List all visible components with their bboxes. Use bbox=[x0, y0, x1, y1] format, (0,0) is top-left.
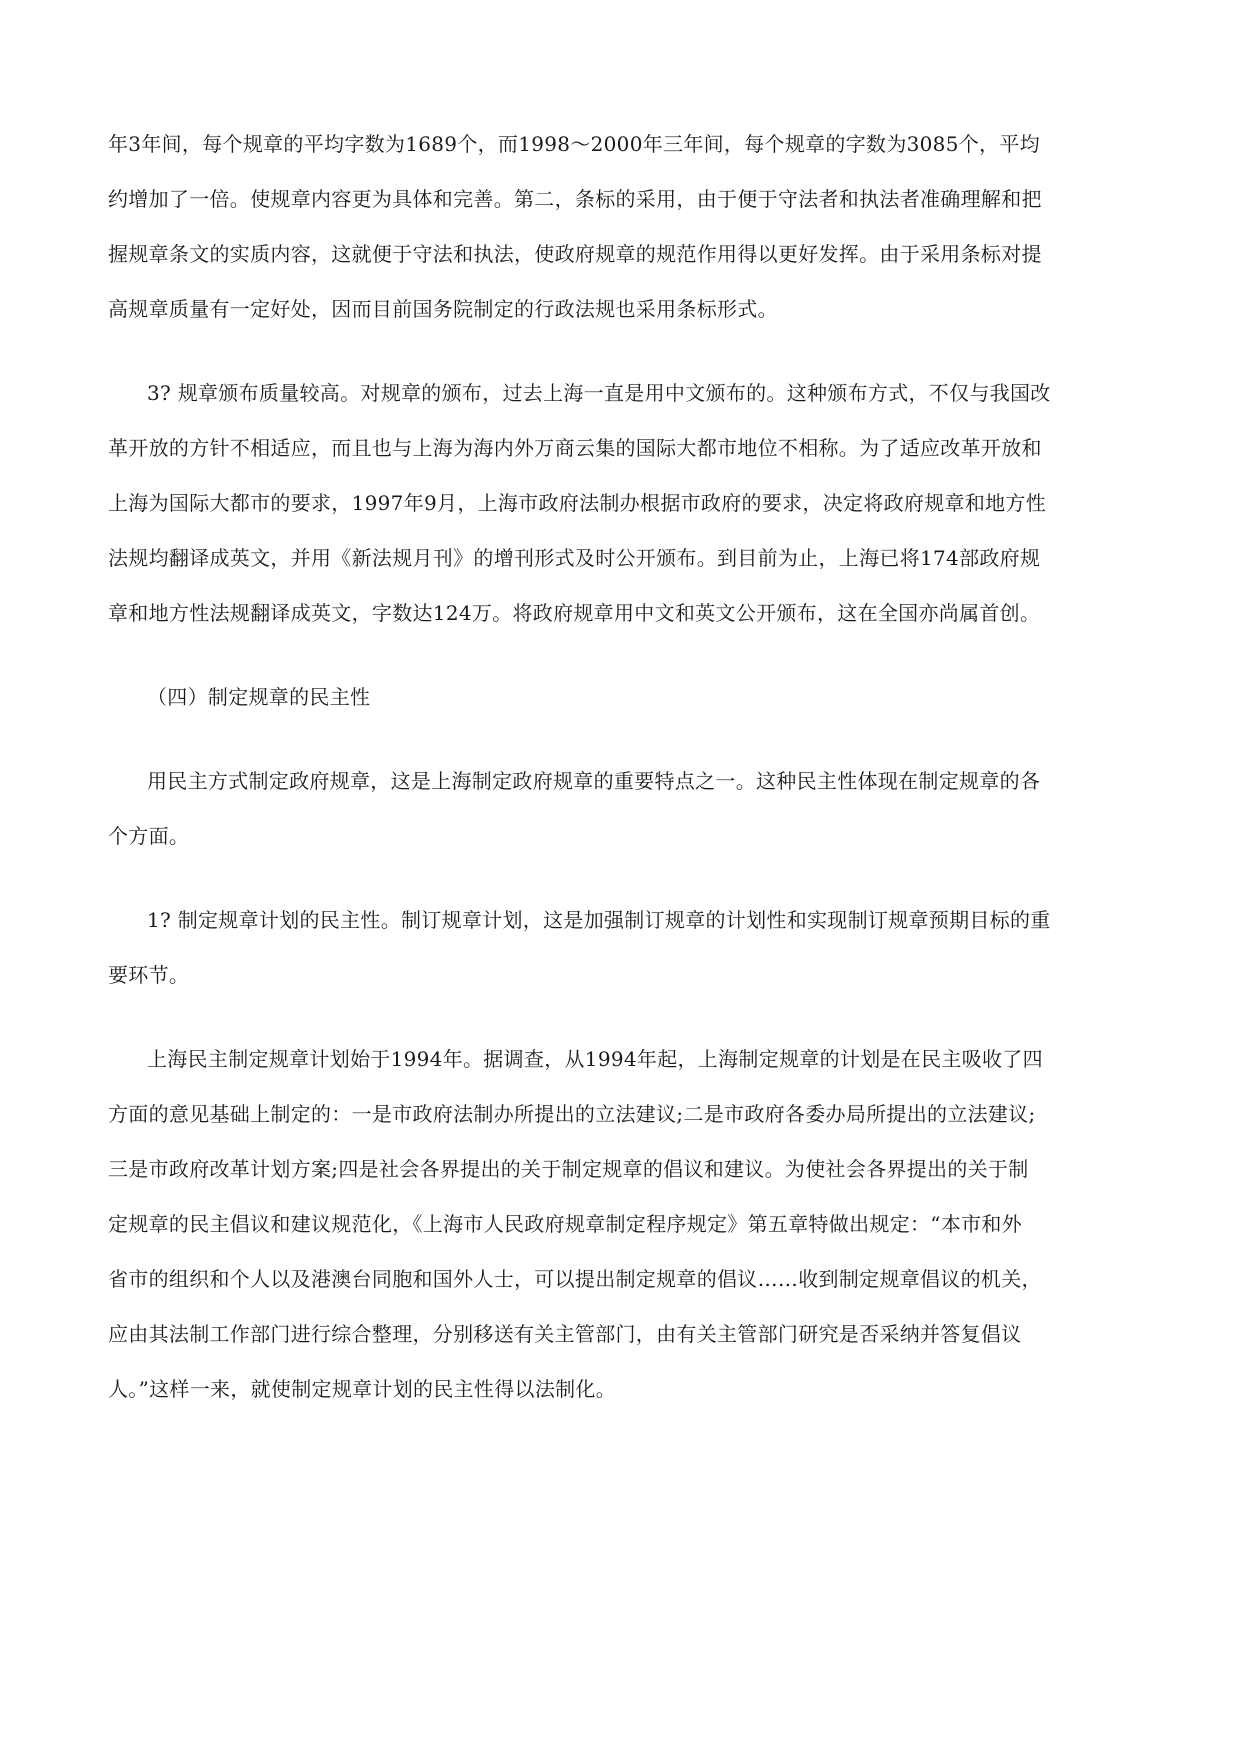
text-line: 三是市政府改革计划方案;四是社会各界提出的关于制定规章的倡议和建议。为使社会各界提出的关于制 bbox=[108, 1157, 1029, 1181]
text-line: 上海民主制定规章计划始于1994年。据调查，从1994年起，上海制定规章的计划是在民主吸收了四 bbox=[147, 1047, 1043, 1071]
text-line: 要环节。 bbox=[108, 963, 190, 987]
text-line: 上海为国际大都市的要求，1997年9月，上海市政府法制办根据市政府的要求，决定将政府规章和地方性 bbox=[108, 491, 1047, 515]
text-line: 年3年间，每个规章的平均字数为1689个，而1998～2000年三年间，每个规章的字数为3085个，平均 bbox=[108, 132, 1040, 156]
text-line: 约增加了一倍。使规章内容更为具体和完善。第二，条标的采用，由于便于守法者和执法者准确理解和把 bbox=[108, 187, 1042, 211]
text-line: 高规章质量有一定好处，因而目前国务院制定的行政法规也采用条标形式。 bbox=[108, 297, 778, 321]
text-line: 握规章条文的实质内容，这就便于守法和执法，使政府规章的规范作用得以更好发挥。由于采用条标对提 bbox=[108, 242, 1042, 266]
text-line: 人。”这样一来，就使制定规章计划的民主性得以法制化。 bbox=[108, 1377, 617, 1401]
text-line: 革开放的方针不相适应，而且也与上海为海内外万商云集的国际大都市地位不相称。为了适应改革开放和 bbox=[108, 436, 1042, 460]
text-line: 省市的组织和个人以及港澳台同胞和国外人士，可以提出制定规章的倡议……收到制定规章倡议的机关， bbox=[108, 1267, 1042, 1291]
text-line: 1? 制定规章计划的民主性。制订规章计划，这是加强制订规章的计划性和实现制订规章预期目标的重 bbox=[147, 908, 1051, 932]
text-line: 个方面。 bbox=[108, 824, 190, 848]
section-heading-text: （四）制定规章的民主性 bbox=[147, 685, 371, 709]
text-line: 定规章的民主倡议和建议规范化，《上海市人民政府规章制定程序规定》第五章特做出规定：“本市和外 bbox=[108, 1212, 1023, 1236]
text-line: 方面的意见基础上制定的：一是市政府法制办所提出的立法建议;二是市政府各委办局所提出的立法建议; bbox=[108, 1102, 1036, 1126]
text-line: 用民主方式制定政府规章，这是上海制定政府规章的重要特点之一。这种民主性体现在制定规章的各 bbox=[147, 769, 1041, 793]
text-line: 法规均翻译成英文，并用《新法规月刊》的增刊形式及时公开颁布。到目前为止，上海已将174部政府规 bbox=[108, 546, 1041, 570]
text-line: 3? 规章颁布质量较高。对规章的颁布，过去上海一直是用中文颁布的。这种颁布方式，不仅与我国改 bbox=[147, 381, 1051, 405]
text-line: 应由其法制工作部门进行综合整理，分别移送有关主管部门，由有关主管部门研究是否采纳并答复倡议 bbox=[108, 1322, 1022, 1346]
text-line: 章和地方性法规翻译成英文，字数达124万。将政府规章用中文和英文公开颁布，这在全国亦尚属首创。 bbox=[108, 601, 1041, 625]
